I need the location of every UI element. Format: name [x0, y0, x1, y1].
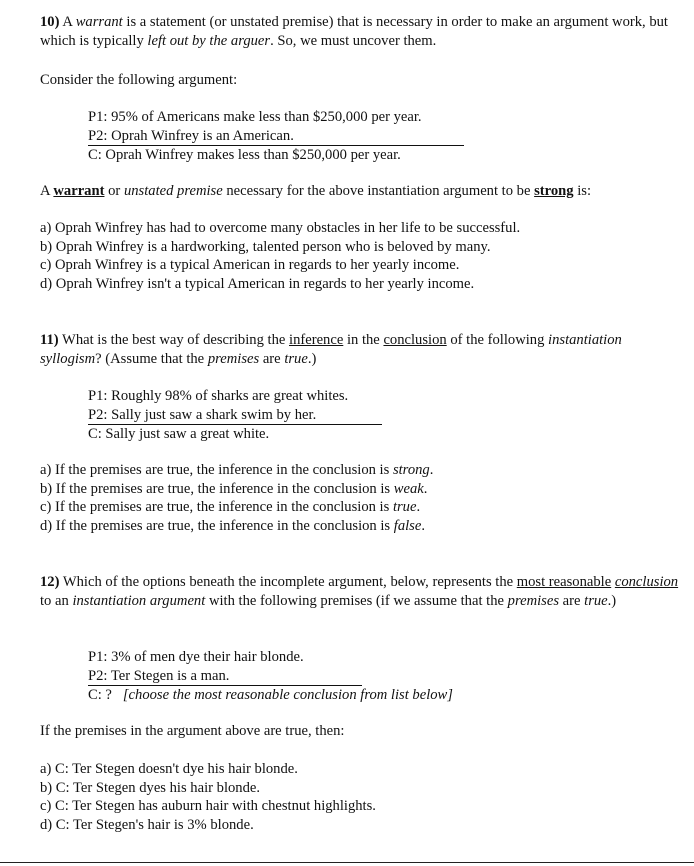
q10-intro-left-out: left out by the arguer — [147, 32, 271, 49]
q11-stem — [40, 331, 686, 368]
q10-conclusion: C: Oprah Winfrey makes less than $250,000 per year. — [88, 147, 401, 164]
q11-option-a-text: a) If the premises are true, the inference in the conclusion is — [40, 462, 390, 478]
q12-options — [40, 760, 686, 834]
q11-stem-conclusion: conclusion — [383, 332, 447, 348]
q10-stem-a: A — [40, 183, 50, 199]
q12-premise-1: P1: 3% of men dye their hair blonde. — [88, 649, 304, 665]
q12-stem-true: true — [584, 592, 608, 609]
q10-intro-warrant: warrant — [75, 14, 123, 30]
q10-stem-text: necessary for the above instantiation argument to be — [226, 183, 531, 199]
q10-stem-unstated: unstated premise — [123, 183, 223, 199]
q11-option-b[interactable]: b) If the premises are true, the inference in the conclusion is weak. — [40, 480, 428, 497]
q11-option-a[interactable]: a) If the premises are true, the inference in the conclusion is strong. — [40, 462, 434, 478]
q10-stem-or: or — [108, 183, 121, 199]
q10-intro — [40, 13, 686, 50]
q12-option-b[interactable]: b) C: Ter Stegen dyes his hair blonde. — [40, 779, 261, 796]
q11-stem-instantiation: instantiation syllogism — [40, 332, 622, 367]
q11-stem-text-5: are — [262, 350, 281, 367]
q10-intro-text-1: A — [62, 14, 73, 30]
q10-options — [40, 219, 686, 293]
q11-option-a-word: strong — [392, 462, 430, 478]
q10-intro-text-2: is a statement (or unstated premise) that is necessary in order to make an argument work, but which is typically — [40, 14, 668, 49]
q12-option-c[interactable]: c) C: Ter Stegen has auburn hair with chestnut highlights. — [40, 798, 376, 815]
q10-stem — [40, 182, 686, 201]
q12-stem-instantiation: instantiation argument — [72, 592, 206, 609]
q10-stem-warrant: warrant — [53, 183, 105, 199]
q11-premise-2 — [88, 406, 382, 426]
q12-option-a[interactable]: a) C: Ter Stegen doesn't dye his hair blonde. — [40, 761, 298, 777]
q11-conclusion: C: Sally just saw a great white. — [88, 426, 270, 443]
q10-intro-text-3: . So, we must uncover them. — [270, 32, 437, 49]
q10-number: 10) — [40, 14, 60, 30]
q11-option-b-word: weak — [393, 480, 424, 497]
q11-number: 11) — [40, 332, 59, 348]
q10-option-d[interactable]: d) Oprah Winfrey isn't a typical American in regards to her yearly income. — [40, 275, 475, 292]
q12-stem-text-5: .) — [607, 592, 617, 609]
q12-stem-text-2: to an — [40, 592, 69, 609]
q10-option-b[interactable]: b) Oprah Winfrey is a hardworking, talented person who is beloved by many. — [40, 238, 491, 255]
q12-stem-premises: premises — [507, 592, 559, 609]
q10-argument — [88, 108, 464, 165]
q12-if-line: If the premises in the argument above are true, then: — [40, 723, 345, 739]
q11-stem-inference: inference — [289, 332, 344, 348]
q11-premise-2-text: P2: Sally just saw a shark swim by her. — [88, 406, 317, 423]
q11-stem-text-6: .) — [307, 350, 317, 367]
q11-option-d[interactable]: d) If the premises are true, the inference in the conclusion is false. — [40, 517, 426, 534]
q12-number: 12) — [40, 574, 60, 590]
q12-stem-conclusion: conclusion — [614, 574, 679, 590]
q11-stem-true: true — [284, 350, 308, 367]
q11-stem-text-2: in the — [346, 332, 380, 348]
q11-option-c-word: true — [392, 499, 417, 516]
q11-option-d-word: false — [393, 517, 422, 534]
q12-stem-most-reasonable: most reasonable — [516, 574, 612, 590]
q10-stem-is: is: — [577, 183, 592, 199]
q10-consider: Consider the following argument: — [40, 72, 238, 88]
q10-premise-2-text: P2: Oprah Winfrey is an American. — [88, 127, 294, 144]
q11-argument — [88, 387, 382, 444]
q12-stem — [40, 573, 686, 610]
q12-premise-2-text: P2: Ter Stegen is a man. — [88, 667, 230, 684]
q11-options — [40, 461, 686, 535]
q10-premise-2 — [88, 127, 464, 147]
q12-conclusion-note: [choose the most reasonable conclusion from list below] — [122, 687, 453, 704]
q12-premise-2 — [88, 667, 362, 687]
q12-stem-text-3: with the following premises (if we assume that the — [208, 592, 504, 609]
q12-conclusion — [88, 686, 453, 705]
q11-option-c[interactable]: c) If the premises are true, the inference in the conclusion is true. — [40, 499, 421, 516]
q12-stem-text-4: are — [562, 592, 581, 609]
q11-stem-text-1: What is the best way of describing the — [62, 332, 286, 348]
page-bottom-divider — [0, 862, 694, 863]
q10-premise-1: P1: 95% of Americans make less than $250,000 per year. — [88, 109, 422, 125]
q11-stem-premises: premises — [207, 350, 260, 367]
q12-conclusion-prefix: C: ? — [88, 687, 112, 704]
q10-option-c[interactable]: c) Oprah Winfrey is a typical American in regards to her yearly income. — [40, 257, 460, 274]
q11-stem-text-4: ? (Assume that the — [95, 350, 205, 367]
q11-option-c-text: c) If the premises are true, the inference in the conclusion is — [40, 499, 390, 516]
q11-option-d-text: d) If the premises are true, the inference in the conclusion is — [40, 517, 391, 534]
q12-stem-text-1: Which of the options beneath the incomplete argument, below, represents the — [62, 574, 514, 590]
q11-option-b-text: b) If the premises are true, the inference in the conclusion is — [40, 480, 391, 497]
q11-stem-text-3: of the following — [450, 332, 545, 348]
q12-option-d[interactable]: d) C: Ter Stegen's hair is 3% blonde. — [40, 816, 254, 833]
q10-option-a[interactable]: a) Oprah Winfrey has had to overcome many obstacles in her life to be successful. — [40, 220, 521, 236]
q12-argument — [88, 648, 453, 705]
q10-stem-strong: strong — [534, 183, 574, 199]
q11-premise-1: P1: Roughly 98% of sharks are great whites. — [88, 388, 349, 404]
